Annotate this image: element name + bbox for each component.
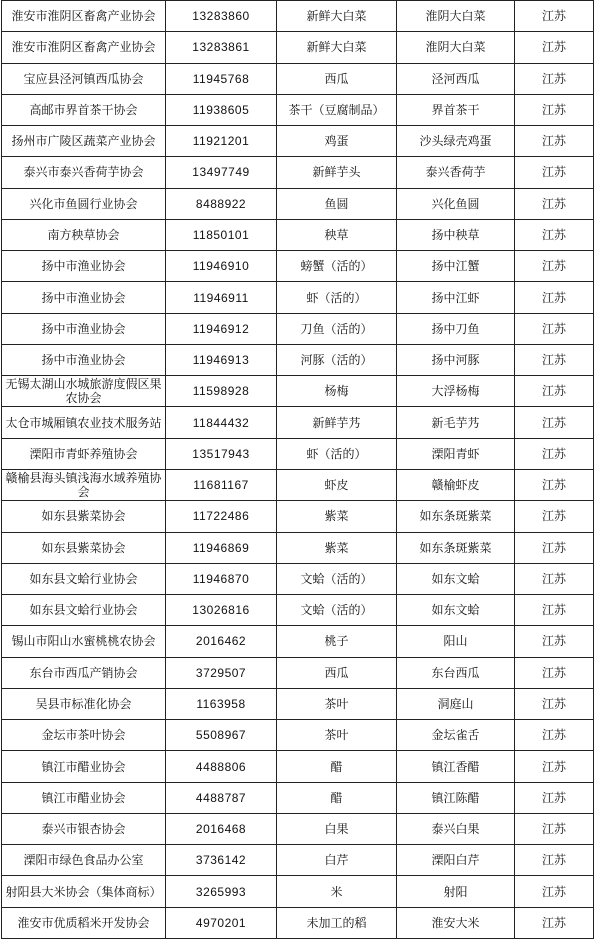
province-cell: 江苏	[515, 1, 594, 32]
trademark-name-cell: 泰兴白果	[397, 813, 515, 844]
applicant-cell: 扬中市渔业协会	[2, 313, 166, 344]
product-cell: 新鲜芋头	[277, 157, 397, 188]
applicant-cell: 淮安市优质稻米开发协会	[2, 907, 166, 938]
applicant-cell: 镇江市醋业协会	[2, 751, 166, 782]
product-cell: 西瓜	[277, 657, 397, 688]
applicant-cell: 高邮市界首茶干协会	[2, 94, 166, 125]
trademark-name-cell: 界首茶干	[397, 94, 515, 125]
applicant-cell: 东台市西瓜产销协会	[2, 657, 166, 688]
trademark-name-cell: 新毛芋艿	[397, 407, 515, 438]
registration-number-cell: 4488787	[166, 782, 277, 813]
applicant-cell: 溧阳市青虾养殖协会	[2, 438, 166, 469]
product-cell: 鱼圆	[277, 188, 397, 219]
table-row	[2, 469, 594, 500]
registration-number-cell: 11850101	[166, 219, 277, 250]
province-cell: 江苏	[515, 251, 594, 282]
product-cell: 虾（活的）	[277, 438, 397, 469]
province-cell: 江苏	[515, 845, 594, 876]
registration-number-cell: 1163958	[166, 688, 277, 719]
registration-number-cell: 3265993	[166, 876, 277, 907]
table-row	[2, 657, 594, 688]
province-cell: 江苏	[515, 376, 594, 407]
registration-number-cell: 11946911	[166, 282, 277, 313]
trademark-name-cell: 如东条斑紫菜	[397, 532, 515, 563]
trademark-name-cell: 镇江香醋	[397, 751, 515, 782]
trademark-name-cell: 镇江陈醋	[397, 782, 515, 813]
registration-number-cell: 13497749	[166, 157, 277, 188]
trademark-name-cell: 扬中河豚	[397, 344, 515, 375]
table-row	[2, 595, 594, 626]
table-row	[2, 813, 594, 844]
province-cell: 江苏	[515, 32, 594, 63]
trademark-name-cell: 扬中秧草	[397, 219, 515, 250]
trademark-name-cell: 射阳	[397, 876, 515, 907]
table-row	[2, 407, 594, 438]
product-cell: 茶干（豆腐制品）	[277, 94, 397, 125]
applicant-cell: 宝应县泾河镇西瓜协会	[2, 63, 166, 94]
product-cell: 文蛤（活的）	[277, 563, 397, 594]
registration-number-cell: 11946913	[166, 344, 277, 375]
applicant-cell: 泰兴市泰兴香荷芋协会	[2, 157, 166, 188]
table-row	[2, 188, 594, 219]
applicant-cell: 扬中市渔业协会	[2, 251, 166, 282]
table-body	[2, 1, 594, 939]
product-cell: 茶叶	[277, 688, 397, 719]
product-cell: 文蛤（活的）	[277, 595, 397, 626]
registration-number-cell: 11946912	[166, 313, 277, 344]
trademark-name-cell: 扬中江虾	[397, 282, 515, 313]
table-row	[2, 626, 594, 657]
province-cell: 江苏	[515, 532, 594, 563]
registration-number-cell: 4970201	[166, 907, 277, 938]
table-row	[2, 563, 594, 594]
table-row	[2, 845, 594, 876]
applicant-cell: 兴化市鱼圆行业协会	[2, 188, 166, 219]
table-row	[2, 126, 594, 157]
applicant-cell: 南方秧草协会	[2, 219, 166, 250]
trademark-name-cell: 扬中江蟹	[397, 251, 515, 282]
trademark-name-cell: 泾河西瓜	[397, 63, 515, 94]
province-cell: 江苏	[515, 876, 594, 907]
product-cell: 河豚（活的）	[277, 344, 397, 375]
province-cell: 江苏	[515, 63, 594, 94]
applicant-cell: 镇江市醋业协会	[2, 782, 166, 813]
product-cell: 新鲜大白菜	[277, 1, 397, 32]
province-cell: 江苏	[515, 282, 594, 313]
applicant-cell: 淮安市淮阴区畜禽产业协会	[2, 1, 166, 32]
product-cell: 紫菜	[277, 532, 397, 563]
registration-number-cell: 11598928	[166, 376, 277, 407]
province-cell: 江苏	[515, 219, 594, 250]
applicant-cell: 锡山市阳山水蜜桃桃农协会	[2, 626, 166, 657]
table-row	[2, 907, 594, 938]
trademark-name-cell: 兴化鱼圆	[397, 188, 515, 219]
applicant-cell: 扬州市广陵区蔬菜产业协会	[2, 126, 166, 157]
registration-number-cell: 13517943	[166, 438, 277, 469]
product-cell: 白果	[277, 813, 397, 844]
registration-number-cell: 8488922	[166, 188, 277, 219]
trademark-name-cell: 沙头绿壳鸡蛋	[397, 126, 515, 157]
product-cell: 醋	[277, 782, 397, 813]
province-cell: 江苏	[515, 751, 594, 782]
product-cell: 刀鱼（活的）	[277, 313, 397, 344]
trademark-name-cell: 东台西瓜	[397, 657, 515, 688]
product-cell: 紫菜	[277, 501, 397, 532]
applicant-cell: 无锡太湖山水城旅游度假区果农协会	[2, 376, 166, 407]
trademark-name-cell: 溧阳青虾	[397, 438, 515, 469]
province-cell: 江苏	[515, 313, 594, 344]
province-cell: 江苏	[515, 94, 594, 125]
registration-number-cell: 13026816	[166, 595, 277, 626]
table-row	[2, 313, 594, 344]
province-cell: 江苏	[515, 720, 594, 751]
trademark-name-cell: 溧阳白芹	[397, 845, 515, 876]
table-row	[2, 63, 594, 94]
registration-number-cell: 11946869	[166, 532, 277, 563]
product-cell: 秧草	[277, 219, 397, 250]
trademark-name-cell: 大浮杨梅	[397, 376, 515, 407]
trademark-name-cell: 阳山	[397, 626, 515, 657]
applicant-cell: 吴县市标准化协会	[2, 688, 166, 719]
province-cell: 江苏	[515, 438, 594, 469]
province-cell: 江苏	[515, 813, 594, 844]
trademark-name-cell: 淮安大米	[397, 907, 515, 938]
registration-number-cell: 3729507	[166, 657, 277, 688]
table-row	[2, 376, 594, 407]
trademark-name-cell: 扬中刀鱼	[397, 313, 515, 344]
table-row	[2, 688, 594, 719]
province-cell: 江苏	[515, 626, 594, 657]
trademark-name-cell: 赣榆虾皮	[397, 469, 515, 500]
province-cell: 江苏	[515, 688, 594, 719]
registration-number-cell: 2016468	[166, 813, 277, 844]
table-row	[2, 751, 594, 782]
province-cell: 江苏	[515, 344, 594, 375]
applicant-cell: 扬中市渔业协会	[2, 282, 166, 313]
province-cell: 江苏	[515, 657, 594, 688]
registration-number-cell: 11681167	[166, 469, 277, 500]
province-cell: 江苏	[515, 126, 594, 157]
product-cell: 茶叶	[277, 720, 397, 751]
province-cell: 江苏	[515, 188, 594, 219]
table-row	[2, 1, 594, 32]
registration-number-cell: 11722486	[166, 501, 277, 532]
product-cell: 螃蟹（活的）	[277, 251, 397, 282]
product-cell: 醋	[277, 751, 397, 782]
table-row	[2, 532, 594, 563]
applicant-cell: 如东县文蛤行业协会	[2, 563, 166, 594]
registration-number-cell: 11945768	[166, 63, 277, 94]
applicant-cell: 如东县紫菜协会	[2, 532, 166, 563]
trademark-name-cell: 淮阴大白菜	[397, 32, 515, 63]
registration-number-cell: 11921201	[166, 126, 277, 157]
applicant-cell: 如东县文蛤行业协会	[2, 595, 166, 626]
trademark-name-cell: 洞庭山	[397, 688, 515, 719]
table-row	[2, 94, 594, 125]
registration-number-cell: 3736142	[166, 845, 277, 876]
applicant-cell: 太仓市城厢镇农业技术服务站	[2, 407, 166, 438]
product-cell: 虾（活的）	[277, 282, 397, 313]
applicant-cell: 泰兴市银杏协会	[2, 813, 166, 844]
product-cell: 未加工的稻	[277, 907, 397, 938]
trademark-name-cell: 泰兴香荷芋	[397, 157, 515, 188]
registration-number-cell: 13283861	[166, 32, 277, 63]
product-cell: 鸡蛋	[277, 126, 397, 157]
applicant-cell: 溧阳市绿色食品办公室	[2, 845, 166, 876]
registration-number-cell: 5508967	[166, 720, 277, 751]
province-cell: 江苏	[515, 501, 594, 532]
table-row	[2, 282, 594, 313]
province-cell: 江苏	[515, 907, 594, 938]
registration-number-cell: 2016462	[166, 626, 277, 657]
trademark-name-cell: 如东条斑紫菜	[397, 501, 515, 532]
product-cell: 虾皮	[277, 469, 397, 500]
product-cell: 杨梅	[277, 376, 397, 407]
table-row	[2, 32, 594, 63]
registration-number-cell: 4488806	[166, 751, 277, 782]
province-cell: 江苏	[515, 782, 594, 813]
trademark-name-cell: 如东文蛤	[397, 563, 515, 594]
table-row	[2, 157, 594, 188]
registration-number-cell: 11938605	[166, 94, 277, 125]
product-cell: 新鲜芋艿	[277, 407, 397, 438]
applicant-cell: 射阳县大米协会（集体商标）	[2, 876, 166, 907]
registration-number-cell: 11946910	[166, 251, 277, 282]
trademark-table	[1, 0, 594, 939]
product-cell: 米	[277, 876, 397, 907]
product-cell: 桃子	[277, 626, 397, 657]
registration-number-cell: 11844432	[166, 407, 277, 438]
trademark-name-cell: 淮阴大白菜	[397, 1, 515, 32]
registration-number-cell: 11946870	[166, 563, 277, 594]
table-row	[2, 219, 594, 250]
province-cell: 江苏	[515, 157, 594, 188]
registration-number-cell: 13283860	[166, 1, 277, 32]
applicant-cell: 淮安市淮阴区畜禽产业协会	[2, 32, 166, 63]
table-row	[2, 251, 594, 282]
trademark-name-cell: 金坛雀舌	[397, 720, 515, 751]
applicant-cell: 赣榆县海头镇浅海水域养殖协会	[2, 469, 166, 500]
table-row	[2, 720, 594, 751]
province-cell: 江苏	[515, 407, 594, 438]
product-cell: 白芹	[277, 845, 397, 876]
province-cell: 江苏	[515, 469, 594, 500]
table-row	[2, 782, 594, 813]
product-cell: 西瓜	[277, 63, 397, 94]
table-row	[2, 501, 594, 532]
applicant-cell: 如东县紫菜协会	[2, 501, 166, 532]
province-cell: 江苏	[515, 595, 594, 626]
province-cell: 江苏	[515, 563, 594, 594]
trademark-name-cell: 如东文蛤	[397, 595, 515, 626]
table-row	[2, 344, 594, 375]
product-cell: 新鲜大白菜	[277, 32, 397, 63]
applicant-cell: 金坛市茶叶协会	[2, 720, 166, 751]
table-row	[2, 438, 594, 469]
applicant-cell: 扬中市渔业协会	[2, 344, 166, 375]
table-row	[2, 876, 594, 907]
